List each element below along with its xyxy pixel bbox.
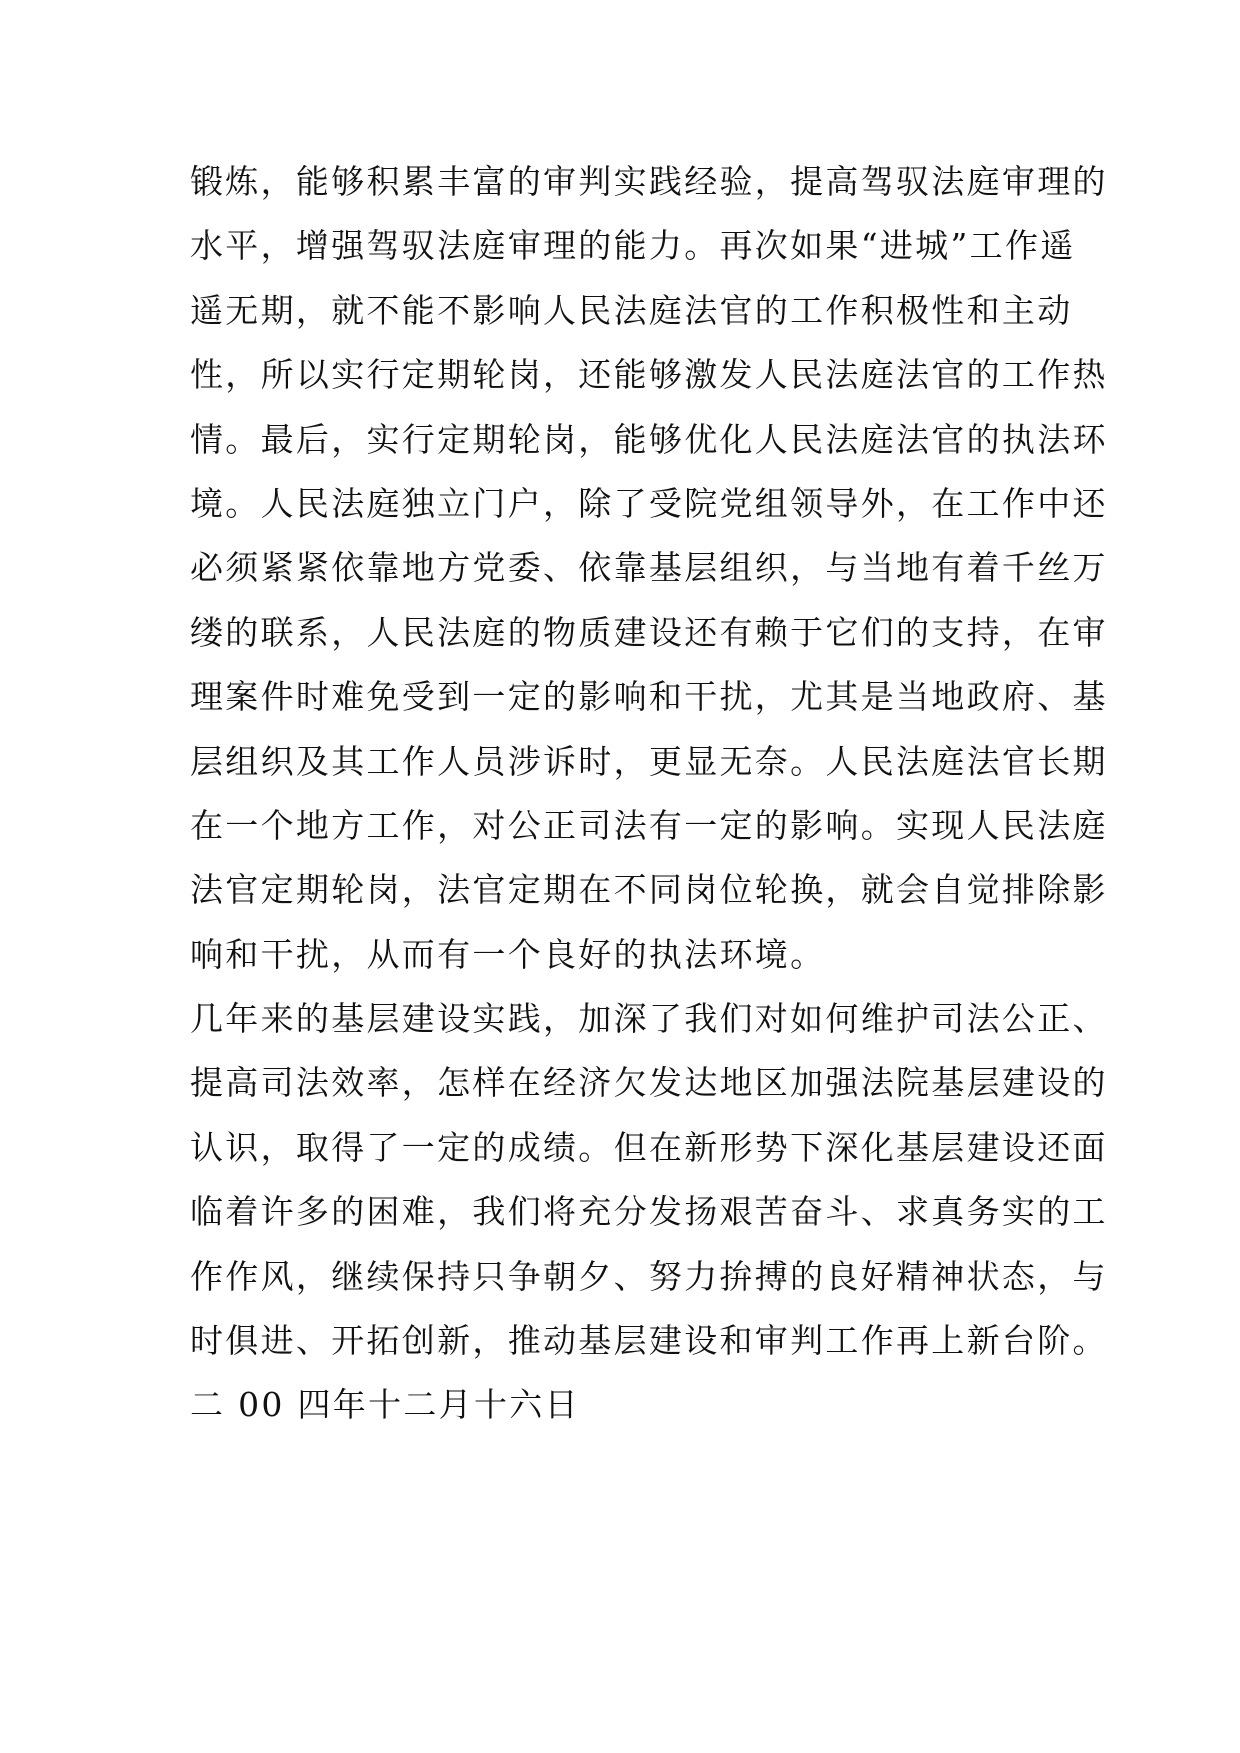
text-line: 必须紧紧依靠地方党委、依靠基层组织，与当地有着千丝万 bbox=[190, 548, 1108, 588]
text-line: 认识，取得了一定的成绩。但在新形势下深化基层建设还面 bbox=[190, 1127, 1108, 1167]
text-line: 临着许多的困难，我们将充分发扬艰苦奋斗、求真务实的工 bbox=[190, 1192, 1108, 1232]
date-line: 二 00 四年十二月十六日 bbox=[190, 1385, 580, 1425]
text-line: 几年来的基层建设实践，加深了我们对如何维护司法公正、 bbox=[190, 999, 1108, 1039]
text-line: 时俱进、开拓创新，推动基层建设和审判工作再上新台阶。 bbox=[190, 1321, 1108, 1361]
text-line: 响和干扰，从而有一个良好的执法环境。 bbox=[190, 934, 826, 974]
text-line: 情。最后，实行定期轮岗，能够优化人民法庭法官的执法环 bbox=[190, 419, 1108, 459]
text-line: 境。人民法庭独立门户，除了受院党组领导外，在工作中还 bbox=[190, 483, 1108, 523]
body-text bbox=[190, 150, 1108, 1438]
text-line: 层组织及其工作人员涉诉时，更显无奈。人民法庭法官长期 bbox=[190, 741, 1108, 781]
text-line: 水平，增强驾驭法庭审理的能力。再次如果“进城”工作遥 bbox=[190, 226, 1076, 266]
text-line: 法官定期轮岗，法官定期在不同岗位轮换，就会自觉排除影 bbox=[190, 870, 1108, 910]
text-line: 在一个地方工作，对公正司法有一定的影响。实现人民法庭 bbox=[190, 805, 1108, 845]
text-line: 理案件时难免受到一定的影响和干扰，尤其是当地政府、基 bbox=[190, 677, 1108, 717]
text-line: 锻炼，能够积累丰富的审判实践经验，提高驾驭法庭审理的 bbox=[190, 162, 1108, 201]
text-line: 提高司法效率，怎样在经济欠发达地区加强法院基层建设的 bbox=[190, 1063, 1108, 1103]
text-line: 缕的联系，人民法庭的物质建设还有赖于它们的支持，在审 bbox=[190, 612, 1108, 652]
text-line: 性，所以实行定期轮岗，还能够激发人民法庭法官的工作热 bbox=[190, 355, 1108, 395]
text-line: 遥无期，就不能不影响人民法庭法官的工作积极性和主动 bbox=[190, 290, 1073, 330]
text-line: 作作风，继续保持只争朝夕、努力拚搏的良好精神状态，与 bbox=[190, 1256, 1108, 1296]
